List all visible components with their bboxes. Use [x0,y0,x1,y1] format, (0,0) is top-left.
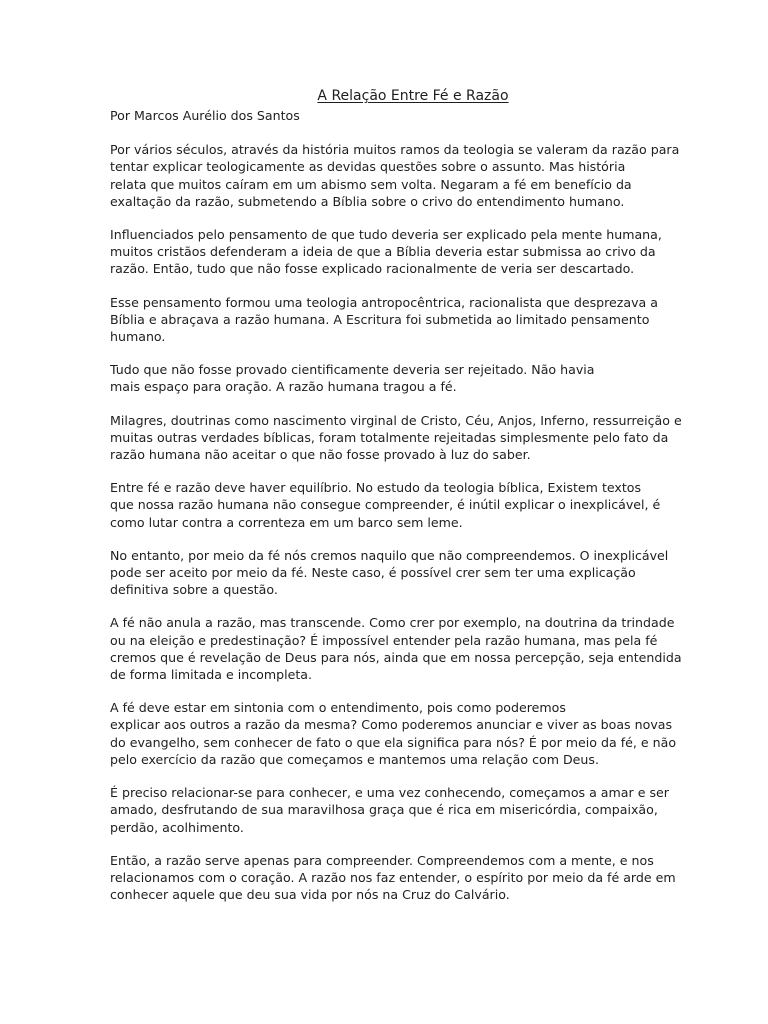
paragraph: É preciso relacionar-se para conhecer, e uma vez conhecendo, começamos a amar e ser amado, desfrutando de sua maravilhosa graça que é rica em misericórdia, compaixão, perdão, acolhimento. [110,785,669,835]
paragraph: No entanto, por meio da fé nós cremos naquilo que não compreendemos. O inexplicável pode ser aceito por meio da fé. Neste caso, é possível crer sem ter uma explicação definitiva sobre a questão. [110,547,669,598]
paragraph: A fé deve estar em sintonia com o entendimento, pois como poderemos explicar aos outros a razão da mesma? Como poderemos anunciar e viver as boas novas do evangelho, sem conhecer de fato o que ela significa para nós? É por meio da fé, e não pelo exercício da razão que começamos e mantemos uma relação com Deus. [110,700,677,767]
paragraph: Entre fé e razão deve haver equilíbrio. No estudo da teologia bíblica, Existem textos que nossa razão humana não consegue compreender, é inútil explicar o inexplicável, é como lutar contra a correnteza em um barco sem leme. [110,480,661,530]
paragraph: Influenciados pelo pensamento de que tudo deveria ser explicado pela mente humana, muitos cristãos defenderam a ideia de que a Bíblia deveria estar submissa ao crivo da razão. Então, tudo que não fosse explicado racionalmente de veria ser descartado. [110,227,662,277]
paragraph: Por vários séculos, através da história muitos ramos da teologia se valeram da razão para tentar explicar teologicamente as devidas questões sobre o assunto. Mas história relata que muitos caíram em um abismo sem volta. Negaram a fé em benefício da exaltação da razão, submetendo a Bíblia sobre o crivo do entendimento humano. [110,142,680,209]
document-body [110,86,710,919]
paragraph: Esse pensamento formou uma teologia antropocêntrica, racionalista que desprezava a Bíblia e abraçava a razão humana. A Escritura foi submetida ao limitado pensamento humano. [110,294,658,345]
paragraph: Então, a razão serve apenas para compreender. Compreendemos com a mente, e nos relacionamos com o coração. A razão nos faz entender, o espírito por meio da fé arde em conhecer aquele que deu sua vida por nós na Cruz do Calvário. [110,852,676,903]
paragraph: A fé não anula a razão, mas transcende. Como crer por exemplo, na doutrina da trindade ou na eleição e predestinação? É impossível entender pela razão humana, mas pela fé cremos que é revelação de Deus para nós, ainda que em nossa percepção, seja entendida de forma limitada e incompleta. [110,615,682,683]
paragraph: Milagres, doutrinas como nascimento virginal de Cristo, Céu, Anjos, Inferno, ressurreição e muitas outras verdades bíblicas, foram totalmente rejeitadas simplesmente pelo fato da razão humana não aceitar o que não fosse provado à luz do saber. [110,412,682,463]
paragraph: Tudo que não fosse provado cientificamente deveria ser rejeitado. Não havia mais espaço para oração. A razão humana tragou a fé. [110,362,595,395]
document-title: A Relação Entre Fé e Razão [317,88,509,104]
author-line: Por Marcos Aurélio dos Santos [110,108,300,123]
